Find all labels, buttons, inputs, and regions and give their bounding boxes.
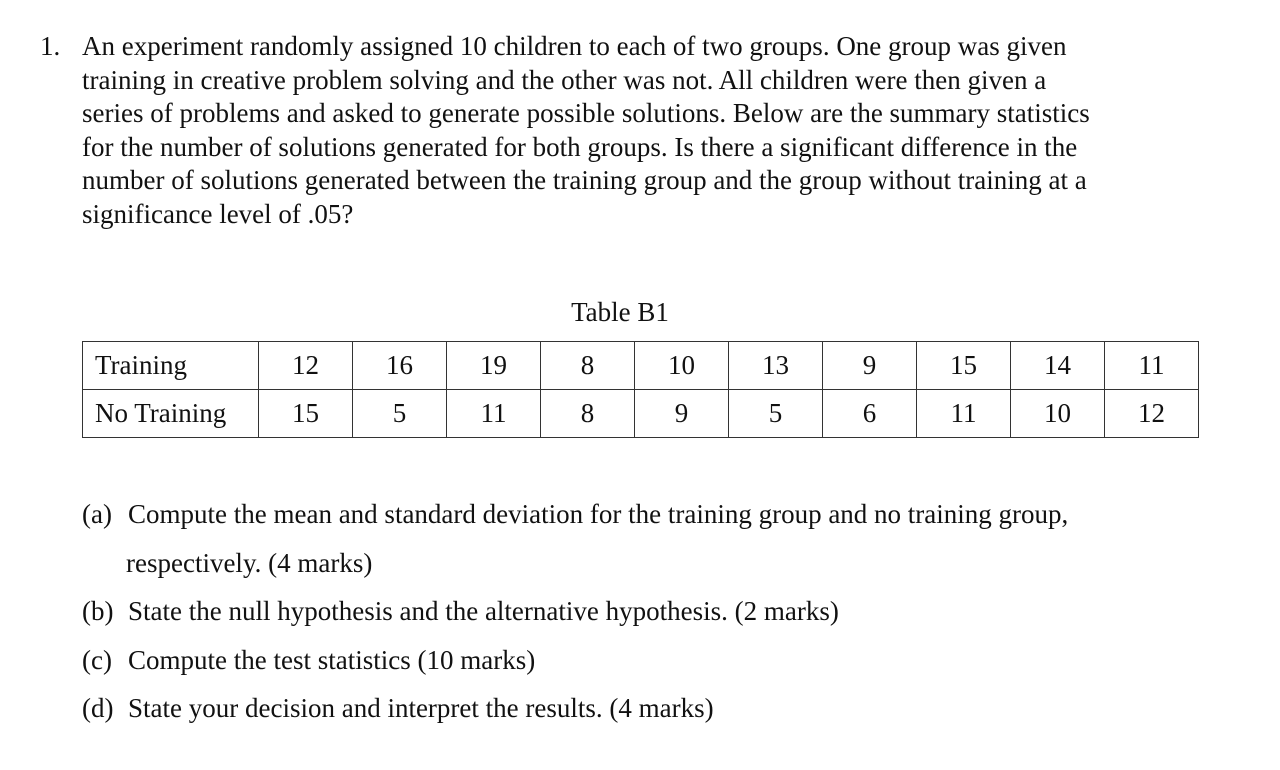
- question-line: series of problems and asked to generate possible solutions. Below are the summary statistics: [82, 98, 1090, 129]
- question-line: training in creative problem solving and the other was not. All children were then given a: [82, 64, 1047, 95]
- table-cell: 15: [259, 390, 353, 438]
- table-row: [83, 342, 1199, 390]
- sub-question-continuation: respectively. (4 marks): [126, 547, 373, 578]
- table-cell: 9: [823, 342, 917, 390]
- table-cell: 8: [541, 342, 635, 390]
- sub-question-text: State your decision and interpret the results. (4 marks): [128, 693, 714, 723]
- sub-question-text: State the null hypothesis and the alternative hypothesis. (2 marks): [128, 596, 839, 626]
- table-cell: 8: [541, 390, 635, 438]
- table-caption: Table B1: [571, 297, 669, 327]
- question-number: 1.: [40, 31, 61, 61]
- question-line: for the number of solutions generated for both groups. Is there a significant difference in the: [82, 131, 1078, 162]
- table-cell: 6: [823, 390, 917, 438]
- sub-question-label: (b): [82, 596, 114, 626]
- sub-question-a: [82, 490, 1202, 587]
- table-cell: 10: [1011, 390, 1105, 438]
- table-cell: 5: [353, 390, 447, 438]
- question-text: [82, 30, 1200, 232]
- table-cell: 12: [1105, 390, 1199, 438]
- sub-question-text: Compute the test statistics (10 marks): [128, 644, 536, 675]
- table-cell: 15: [917, 342, 1011, 390]
- sub-question-c: [82, 636, 1202, 685]
- sub-question-b: [82, 587, 1202, 636]
- sub-question-label: (c): [82, 644, 112, 675]
- table-cell: 9: [635, 390, 729, 438]
- table-cell: 5: [729, 390, 823, 438]
- table-cell: 13: [729, 342, 823, 390]
- table-row: [83, 390, 1199, 438]
- table-cell: 16: [353, 342, 447, 390]
- table-cell: 11: [447, 390, 541, 438]
- row-label: No Training: [83, 390, 259, 438]
- question-block: [40, 30, 1200, 232]
- table-cell: 12: [259, 342, 353, 390]
- table-cell: 11: [1105, 342, 1199, 390]
- table-cell: 10: [635, 342, 729, 390]
- question-line: significance level of .05?: [82, 198, 354, 229]
- sub-question-label: (a): [82, 499, 112, 529]
- sub-question-text: Compute the mean and standard deviation for the training group and no training group,: [128, 499, 1069, 529]
- data-table: [82, 341, 1199, 438]
- sub-question-label: (d): [82, 693, 114, 723]
- question-line: number of solutions generated between the training group and the group without training at a: [82, 165, 1087, 196]
- table-cell: 11: [917, 390, 1011, 438]
- sub-question-d: [82, 684, 1202, 733]
- question-line: An experiment randomly assigned 10 children to each of two groups. One group was given: [82, 31, 1067, 61]
- table-cell: 14: [1011, 342, 1105, 390]
- row-label: Training: [83, 342, 259, 390]
- table-cell: 19: [447, 342, 541, 390]
- sub-questions: [82, 490, 1202, 733]
